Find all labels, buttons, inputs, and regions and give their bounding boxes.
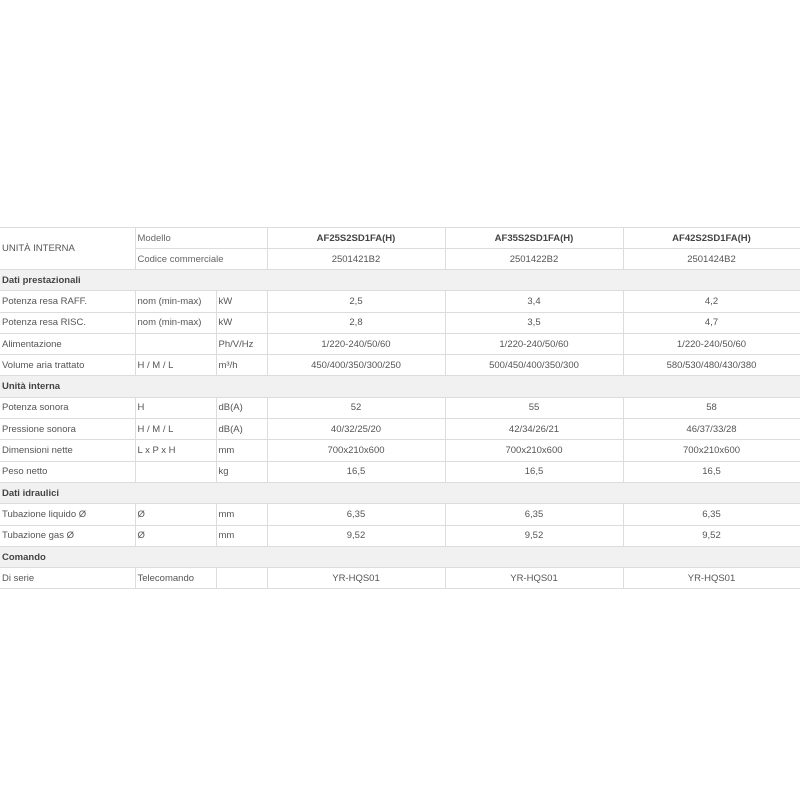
code-row-label: Codice commerciale: [135, 249, 267, 270]
section-title: Comando: [0, 546, 800, 567]
row-label: Di serie: [0, 568, 135, 589]
row-unit: dB(A): [216, 397, 267, 418]
row-value-model-3: 4,7: [623, 312, 800, 333]
row-condition: Telecomando: [135, 568, 216, 589]
row-unit: mm: [216, 504, 267, 525]
table-row: [0, 440, 800, 461]
row-unit: kW: [216, 312, 267, 333]
row-label: Potenza resa RISC.: [0, 312, 135, 333]
row-value-model-1: 16,5: [267, 461, 445, 482]
table-row: [0, 333, 800, 354]
row-value-model-3: 46/37/33/28: [623, 419, 800, 440]
row-value-model-1: 52: [267, 397, 445, 418]
row-unit: kW: [216, 291, 267, 312]
row-value-model-2: 3,4: [445, 291, 623, 312]
row-value-model-3: 16,5: [623, 461, 800, 482]
row-condition: H / M / L: [135, 355, 216, 376]
section-header-row: [0, 270, 800, 291]
section-header-row: [0, 546, 800, 567]
row-condition: H / M / L: [135, 419, 216, 440]
row-value-model-1: 2,8: [267, 312, 445, 333]
model-code-3: 2501424B2: [623, 249, 800, 270]
row-label: Volume aria trattato: [0, 355, 135, 376]
table-row: [0, 397, 800, 418]
table-row: [0, 355, 800, 376]
row-condition: L x P x H: [135, 440, 216, 461]
row-unit: mm: [216, 440, 267, 461]
row-label: Tubazione gas Ø: [0, 525, 135, 546]
row-value-model-1: 1/220-240/50/60: [267, 333, 445, 354]
table-row: [0, 461, 800, 482]
row-label: Potenza sonora: [0, 397, 135, 418]
row-value-model-2: 16,5: [445, 461, 623, 482]
table-row: [0, 568, 800, 589]
row-unit: mm: [216, 525, 267, 546]
table-row: [0, 312, 800, 333]
row-label: Tubazione liquido Ø: [0, 504, 135, 525]
row-unit: [216, 568, 267, 589]
row-value-model-3: 6,35: [623, 504, 800, 525]
row-condition: [135, 333, 216, 354]
row-value-model-2: 3,5: [445, 312, 623, 333]
row-value-model-3: YR-HQS01: [623, 568, 800, 589]
row-value-model-3: 58: [623, 397, 800, 418]
row-value-model-2: 9,52: [445, 525, 623, 546]
row-label: Pressione sonora: [0, 419, 135, 440]
section-header-row: [0, 376, 800, 397]
row-condition: Ø: [135, 525, 216, 546]
section-title: Dati prestazionali: [0, 270, 800, 291]
row-unit: m³/h: [216, 355, 267, 376]
row-value-model-1: 40/32/25/20: [267, 419, 445, 440]
table-row: [0, 525, 800, 546]
row-label: Potenza resa RAFF.: [0, 291, 135, 312]
section-label-unita-interna: UNITÀ INTERNA: [0, 228, 135, 270]
row-value-model-2: 500/450/400/350/300: [445, 355, 623, 376]
row-value-model-1: 6,35: [267, 504, 445, 525]
row-value-model-1: 9,52: [267, 525, 445, 546]
row-unit: kg: [216, 461, 267, 482]
row-condition: nom (min-max): [135, 312, 216, 333]
table-row: [0, 291, 800, 312]
model-name-1: AF25S2SD1FA(H): [267, 228, 445, 249]
spec-table: [0, 227, 800, 589]
section-title: Unità interna: [0, 376, 800, 397]
spec-table-body: [0, 228, 800, 589]
section-title: Dati idraulici: [0, 482, 800, 503]
row-value-model-3: 700x210x600: [623, 440, 800, 461]
row-condition: [135, 461, 216, 482]
row-value-model-3: 1/220-240/50/60: [623, 333, 800, 354]
row-label: Dimensioni nette: [0, 440, 135, 461]
model-code-1: 2501421B2: [267, 249, 445, 270]
row-unit: Ph/V/Hz: [216, 333, 267, 354]
row-value-model-1: 700x210x600: [267, 440, 445, 461]
model-row-label: Modello: [135, 228, 267, 249]
row-value-model-2: 1/220-240/50/60: [445, 333, 623, 354]
row-condition: H: [135, 397, 216, 418]
row-value-model-2: 55: [445, 397, 623, 418]
row-value-model-2: YR-HQS01: [445, 568, 623, 589]
model-row: [0, 228, 800, 249]
table-row: [0, 504, 800, 525]
row-value-model-3: 580/530/480/430/380: [623, 355, 800, 376]
row-value-model-2: 6,35: [445, 504, 623, 525]
row-label: Alimentazione: [0, 333, 135, 354]
row-label: Peso netto: [0, 461, 135, 482]
section-header-row: [0, 482, 800, 503]
row-value-model-1: 2,5: [267, 291, 445, 312]
row-value-model-1: 450/400/350/300/250: [267, 355, 445, 376]
table-row: [0, 419, 800, 440]
row-value-model-2: 700x210x600: [445, 440, 623, 461]
row-condition: Ø: [135, 504, 216, 525]
row-value-model-3: 4,2: [623, 291, 800, 312]
model-name-3: AF42S2SD1FA(H): [623, 228, 800, 249]
model-code-2: 2501422B2: [445, 249, 623, 270]
row-condition: nom (min-max): [135, 291, 216, 312]
row-value-model-1: YR-HQS01: [267, 568, 445, 589]
model-name-2: AF35S2SD1FA(H): [445, 228, 623, 249]
row-value-model-2: 42/34/26/21: [445, 419, 623, 440]
row-value-model-3: 9,52: [623, 525, 800, 546]
row-unit: dB(A): [216, 419, 267, 440]
